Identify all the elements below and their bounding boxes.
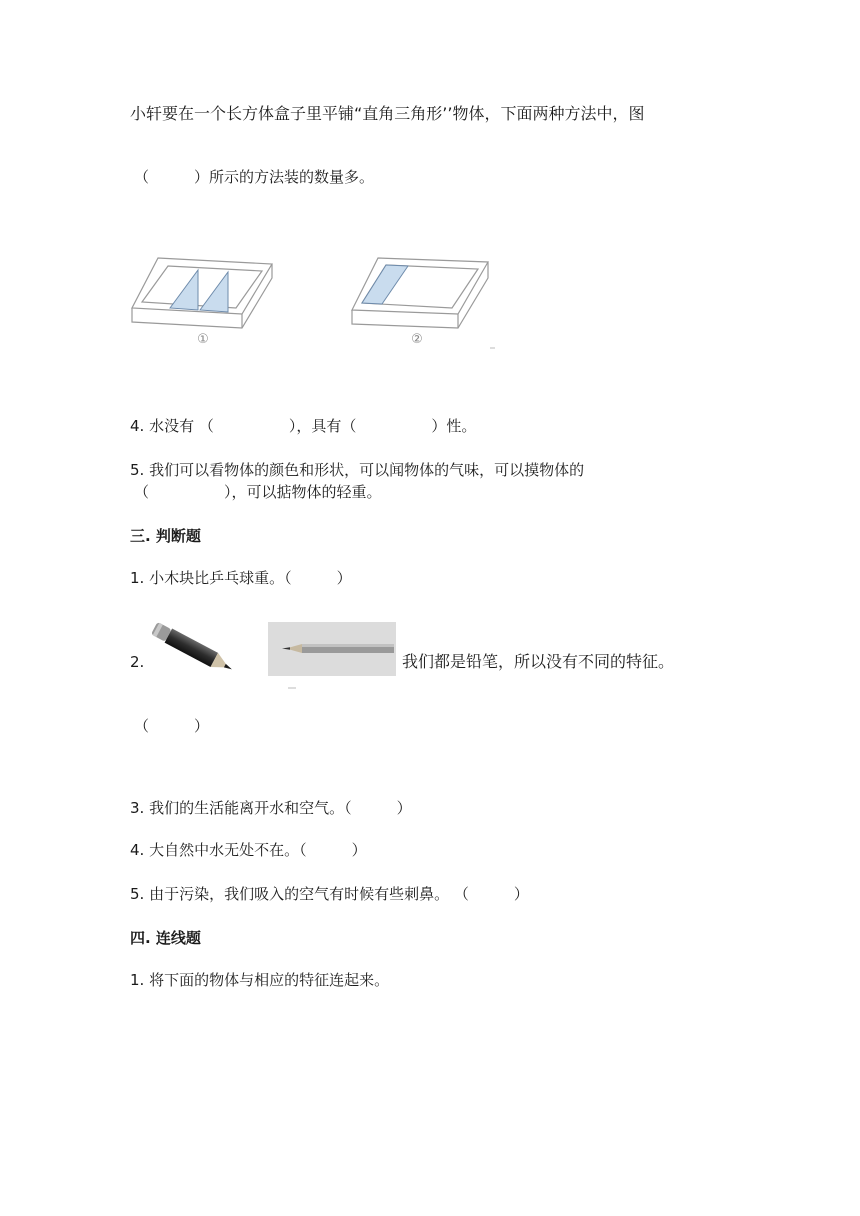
section-title-judgment: 三. 判断题 (130, 527, 201, 545)
question-judgment-1: 1. 小木块比乒乓球重。（ ） (130, 569, 352, 587)
pencil-image-2 (268, 622, 398, 692)
question-judgment-3: 3. 我们的生活能离开水和空气。（ ） (130, 799, 412, 817)
question-judgment-2-text: 我们都是铅笔，所以没有不同的特征。 (402, 652, 675, 671)
question-matching-1: 1. 将下面的物体与相应的特征连起来。 (130, 971, 390, 989)
question-fill-5-line2: （ ），可以掂物体的轻重。 (134, 483, 382, 501)
question-judgment-2-number: 2. (130, 653, 145, 671)
question-judgment-4: 4. 大自然中水无处不在。（ ） (130, 841, 367, 859)
pencil-image-1 (150, 620, 244, 676)
question-judgment-2-paren: （ ） (134, 717, 210, 735)
question-judgment-5: 5. 由于污染，我们吸入的空气有时候有些刺鼻。 （ ） (130, 885, 529, 903)
question-fill-5-line1: 5. 我们可以看物体的颜色和形状，可以闻物体的气味，可以摸物体的 (130, 461, 585, 479)
question-intro-line2: （ ）所示的方法装的数量多。 (134, 168, 375, 186)
figure-label-1: ① (197, 332, 209, 347)
question-fill-4: 4. 水没有 （ ），具有（ ）性。 (130, 417, 477, 435)
figure-label-2: ② (411, 332, 423, 347)
question-intro-line1: 小轩要在一个长方体盒子里平铺“直角三角形’’物体，下面两种方法中，图 (130, 104, 645, 123)
section-title-matching: 四. 连线题 (130, 929, 201, 947)
